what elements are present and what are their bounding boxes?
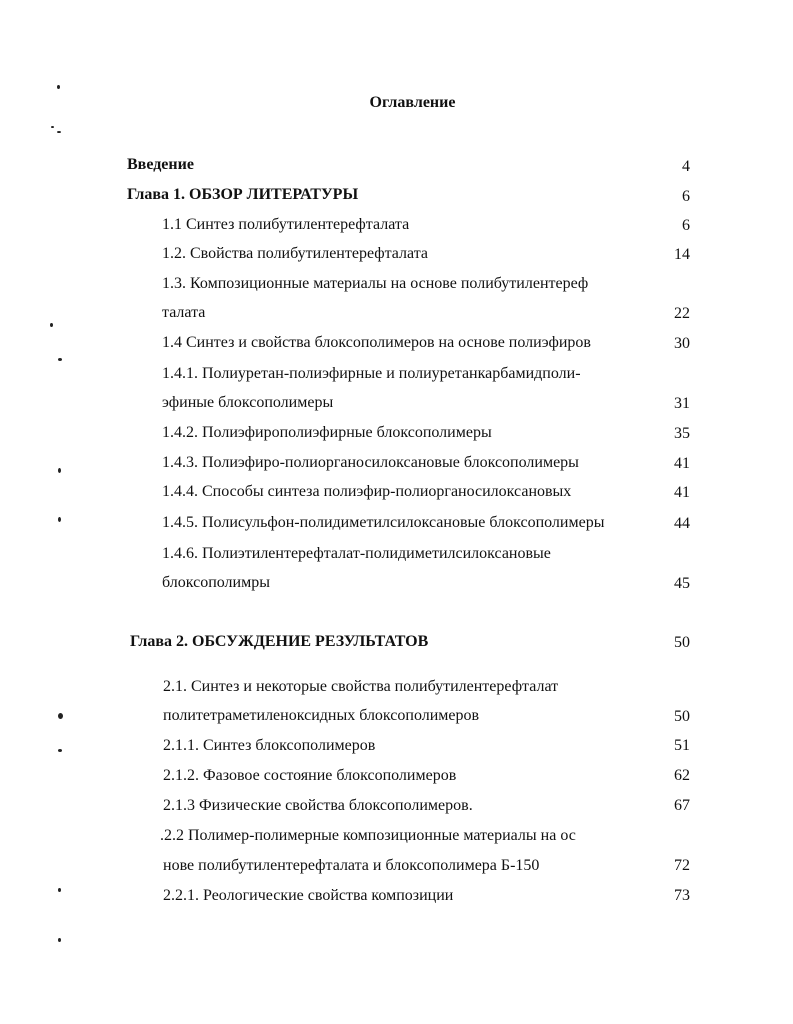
scan-speck	[57, 131, 61, 133]
toc-entry-page: 22	[674, 305, 690, 322]
toc-entry-text: талата	[162, 304, 206, 321]
toc-entry-text: эфиные блоксополимеры	[162, 394, 334, 411]
toc-entry-text: 1.2. Свойства полибутилентерефталата	[162, 245, 428, 262]
toc-entry-text: 2.2.1. Реологические свойства композиции	[163, 887, 454, 904]
toc-entry-page: 50	[674, 634, 690, 651]
scan-speck	[58, 888, 61, 892]
toc-entry-page: 41	[674, 455, 690, 472]
toc-entry-text: блоксополимры	[162, 574, 270, 591]
scan-speck	[58, 358, 62, 361]
toc-entry-text: Глава 2. ОБСУЖДЕНИЕ РЕЗУЛЬТАТОВ	[130, 633, 429, 650]
scan-speck	[51, 126, 54, 128]
toc-entry-page: 45	[674, 575, 690, 592]
toc-entry-text: политетраметиленоксидных блоксополимеров	[163, 707, 480, 724]
toc-entry-page: 35	[674, 425, 690, 442]
toc-entry-page: 30	[674, 335, 690, 352]
toc-entry-text: 1.4.5. Полисульфон-полидиметилсилоксановые блоксополимеры	[162, 514, 605, 531]
toc-entry-page: 4	[682, 158, 690, 175]
scan-speck	[58, 713, 63, 719]
toc-entry-text: 1.4.2. Полиэфирополиэфирные блоксополимеры	[162, 424, 492, 441]
toc-entry-page: 73	[674, 887, 690, 904]
toc-entry-page: 44	[674, 515, 690, 532]
toc-entry-text: нове полибутилентерефталата и блоксополимера Б-150	[163, 857, 540, 874]
toc-entry-text: Глава 1. ОБЗОР ЛИТЕРАТУРЫ	[127, 186, 359, 203]
toc-entry-text: 1.4.3. Полиэфиро-полиорганосилоксановые блоксополимеры	[162, 454, 579, 471]
toc-entry-text: 1.4.1. Полиуретан-полиэфирные и полиуретанкарбамидполи-	[162, 365, 581, 382]
toc-entry-text: 2.1.1. Синтез блоксополимеров	[163, 737, 376, 754]
toc-entry-text: 1.1 Синтез полибутилентерефталата	[162, 216, 410, 233]
toc-entry-text: 2.1.3 Физические свойства блоксополимеров.	[163, 797, 473, 814]
scan-speck	[58, 938, 61, 942]
scan-speck	[58, 749, 62, 752]
toc-entry-page: 6	[682, 188, 690, 205]
toc-entry-text: 1.4 Синтез и свойства блоксополимеров на основе полиэфиров	[162, 334, 591, 351]
scan-speck	[58, 517, 61, 522]
toc-entry-page: 51	[674, 737, 690, 754]
toc-entry-page: 62	[674, 767, 690, 784]
toc-entry-page: 41	[674, 484, 690, 501]
scan-speck	[57, 85, 60, 89]
toc-entry-text: .2.2 Полимер-полимерные композиционные материалы на ос	[160, 827, 576, 844]
toc-entry-page: 67	[674, 797, 690, 814]
scan-speck	[50, 323, 53, 327]
toc-entry-page: 50	[674, 708, 690, 725]
toc-entry-text: 2.1.2. Фазовое состояние блоксополимеров	[163, 767, 457, 784]
scan-speck	[58, 468, 61, 473]
toc-entry-page: 72	[674, 857, 690, 874]
toc-entry-text: 1.4.4. Способы синтеза полиэфир-полиорганосилоксановых	[162, 483, 572, 500]
toc-entry-text: 1.3. Композиционные материалы на основе полибутилентереф	[162, 275, 589, 292]
toc-entry-page: 14	[674, 246, 690, 263]
toc-entry-page: 6	[682, 217, 690, 234]
toc-entry-page: 31	[674, 395, 690, 412]
toc-entry-text: 1.4.6. Полиэтилентерефталат-полидиметилсилоксановые	[162, 545, 551, 562]
toc-title: Оглавление	[369, 94, 456, 111]
toc-entry-text: 2.1. Синтез и некоторые свойства полибутилентерефталат	[163, 678, 559, 695]
toc-entry-text: Введение	[127, 156, 194, 173]
